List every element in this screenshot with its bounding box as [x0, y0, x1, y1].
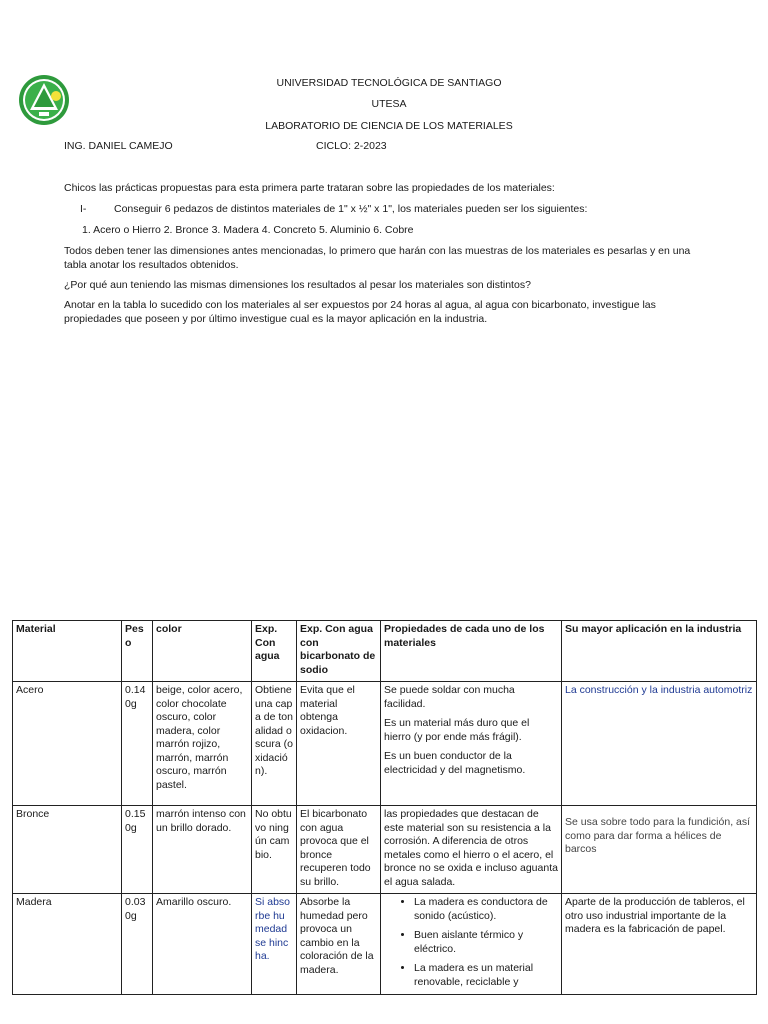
header-exp-bicarbonato: Exp. Con agua con bicarbonato de sodio — [297, 621, 381, 682]
roman-item — [80, 203, 588, 215]
cell-exp-bicarbonato: Absorbe la humedad pero provoca un cambio en la coloración de la madera. — [297, 894, 381, 995]
cell-material: Acero — [13, 682, 122, 806]
cell-aplicacion: Se usa sobre todo para la fundición, así como para dar forma a hélices de barcos — [562, 806, 757, 894]
property-text: Se puede soldar con mucha facilidad. — [384, 684, 515, 710]
property-text: Es un buen conductor de la electricidad y del magnetismo. — [384, 750, 526, 776]
materials-table — [12, 620, 757, 995]
roman-numeral: I- — [80, 203, 87, 215]
header-material: Material — [13, 621, 122, 682]
cell-peso: 0.150g — [122, 806, 153, 894]
intro-text: Chicos las prácticas propuestas para esta primera parte trataran sobre las propiedades de los materiales: — [64, 182, 555, 194]
university-name: UNIVERSIDAD TECNOLÓGICA DE SANTIAGO — [276, 77, 502, 89]
materials-list: 1. Acero o Hierro 2. Bronce 3. Madera 4. Concreto 5. Aluminio 6. Cobre — [82, 224, 414, 236]
lab-name: LABORATORIO DE CIENCIA DE LOS MATERIALES — [265, 120, 513, 132]
header-propiedades: Propiedades de cada uno de los materiales — [381, 621, 562, 682]
cell-exp-agua: No obtuvo ningún cambio. — [252, 806, 297, 894]
property-item: • Buen aislante térmico y eléctrico. — [414, 929, 558, 956]
header-exp-agua: Exp. Con agua — [252, 621, 297, 682]
cell-material: Madera — [13, 894, 122, 995]
cell-aplicacion: Aparte de la producción de tableros, el otro uso industrial importante de la madera es la fabricación de papel. — [562, 894, 757, 995]
cell-exp-agua: Obtiene una capa de tonalidad oscura (oxidación). — [252, 682, 297, 806]
cell-exp-bicarbonato: El bicarbonato con agua provoca que el bronce recuperen todo su brillo. — [297, 806, 381, 894]
property-text: Es un material más duro que el hierro (y por ende más frágil). — [384, 717, 530, 743]
cell-color: marrón intenso con un brillo dorado. — [153, 806, 252, 894]
property-list — [384, 896, 558, 989]
cell-aplicacion: La construcción y la industria automotriz — [562, 682, 757, 806]
header-aplicacion: Su mayor aplicación en la industria — [562, 621, 757, 682]
cell-exp-agua: Si absorbe humedad se hincha. — [252, 894, 297, 995]
cell-material: Bronce — [13, 806, 122, 894]
property-text: las propiedades que destacan de este material son su resistencia a la corrosión. A diferencia de otros metales como el hierro o el acero, el bronce no se oxida e incluso aguanta el agua salada. — [384, 808, 558, 888]
cell-propiedades — [381, 894, 562, 995]
cell-color: beige, color acero, color chocolate oscuro, color madera, color marrón rojizo, marrón, marrón oscuro, marrón pastel. — [153, 682, 252, 806]
property-item: • La madera es conductora de sonido (acústico). — [414, 896, 558, 923]
university-acronym: UTESA — [371, 98, 407, 110]
cell-propiedades — [381, 682, 562, 806]
table-header-row — [13, 621, 757, 682]
header-color: color — [153, 621, 252, 682]
table-row — [13, 806, 757, 894]
cell-peso: 0.030g — [122, 894, 153, 995]
cell-propiedades — [381, 806, 562, 894]
professor-name: ING. DANIEL CAMEJO — [64, 140, 173, 152]
header-peso: Peso — [122, 621, 153, 682]
question-text: ¿Por qué aun teniendo las mismas dimensiones los resultados al pesar los materiales son distintos? — [64, 279, 531, 291]
table-row — [13, 682, 757, 806]
cell-exp-bicarbonato: Evita que el material obtenga oxidacion. — [297, 682, 381, 806]
property-item: • La madera es un material renovable, reciclable y — [414, 962, 558, 989]
cycle-label: CICLO: 2-2023 — [316, 140, 387, 152]
table-row — [13, 894, 757, 995]
paragraph-dimensions: Todos deben tener las dimensiones antes mencionadas, lo primero que harán con las muestras de los materiales es pesarlas y en una tabla anotar los resultados obtenidos. — [64, 245, 691, 271]
roman-item-text: Conseguir 6 pedazos de distintos materiales de 1" x ½" x 1", los materiales pueden ser los siguientes: — [114, 203, 588, 215]
cell-peso: 0.140g — [122, 682, 153, 806]
paragraph-instructions: Anotar en la tabla lo sucedido con los materiales al ser expuestos por 24 horas al agua, al agua con bicarbonato, investigue las propiedades que poseen y por último investigue cual es la mayor aplicación en la industria. — [64, 299, 656, 325]
property-list-wrap — [384, 896, 558, 992]
cell-color: Amarillo oscuro. — [153, 894, 252, 995]
